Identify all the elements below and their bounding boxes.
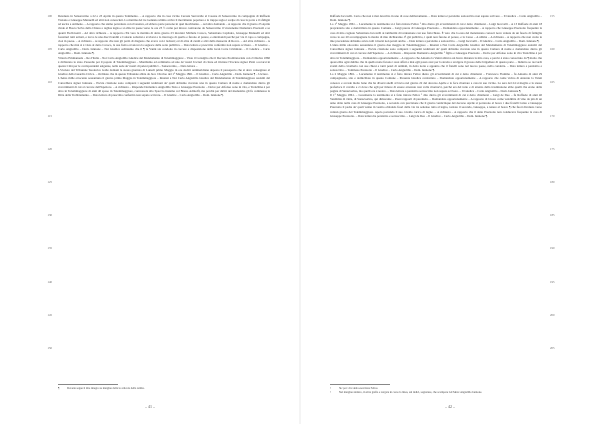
right-line-numbers	[550, 14, 562, 379]
right-paragraph: Lo 2 Maggio 1861. – Lucemente il testimonio si è fatto intrare Felice dietro gli avvertimenti di cui è detto chiamarsi – Francesco Fiamma – fu Antonio di anni 29 campagnuolo, sito e domiciliato in questo Comune – Presente Giudice contrariato – Domandato opportunamente – A rapporto che come vicino di Antonio la Vanni conosco e accade molto bene che ha diversi anelli al brevo nel giorno 22 del decorso Aprile e lo fece ritornare a casa in suo vicino. La sera del 24 si meglio e la stessa preferisce il cavallo e ci dove che egli per timore di essere arrestato non volle ritornarvi, perchè era del tutto e di attento della trasmissione ebbe quelli che erano della pagina di Sanseverino, ma quelli ora è nostro. – Data lettura a persistito sottoscritto non saputo scrivere. – Il Giudice – Carlo Angiolillo – Dom. Iannone ¶.	[330, 72, 542, 93]
line-number: 130	[47, 213, 52, 218]
line-number: 180	[550, 179, 555, 184]
line-number: 205	[550, 345, 555, 350]
line-number: 200	[550, 312, 555, 317]
left-paragraph: Detenuto in Sanseverino a 22 e 23 Aprile in questo Tenimento. – A rapporto che in casa vicino Cerasia Serravalle al Casone di Sanseverino in compagnia di Raffaele Troiano e Giuseppe Manuelli ed altri non conosciuti. La mattina del tre Gennaio ultimo arrivò il movimento popolare e la truppa regia è scelpe di casa la porta e il sfidigni ad uscire a Arimeno. – A rapporto che siamo pervenuto con riverenza, ed ebbero parte persone in quel movimento. – Ad altra domanda – A rapporto che il giorno 23 Aprile vinde al Bosco Selva della Chiesa a taglias legna e si ebbe in paese verso le ore 23 ½ come poi invece contrarono da Sanseverino il vicetenente Domenico Prezzotti e se quanti Fucilaventi – Ad altra richiesta – A rapporto ch'è vero le mattina di detto giorno 23 incontrò Michele Caroco, Sebastiano Capilatro, Giuseppe Manuelli ed altri forestieri tutti armati, e trovo le una dieci banditi e Canario sobuirsi e avviarsi e lo interrogo di quello e furono al parere, e entrabandi perchè per via il capo a campagna, cioè in paese. – A richiesta – A rapporto che non gli parlò di disgusto che aveva con i ladroni; ed di altra di cuniti e altri della masseria di Rocco. – Ad altra richiesta – A rapporto che mai si è visto al detto Caroco, la sua fretta ed ancora la seguace della sotto pubblica. – Data lettura e prescritta confermò non saputo scrivere. – Il Giudice – Carlo Angiolillo – Dom. Iannone – Noi Giudice ordiniamo che il ¶ la Vanni sia condotto in carcere a disposizione della Gran Corte Criminale. – Il Giudice – Carlo Angiolillo – Dom. Iannone ¶.	[58, 14, 270, 56]
footnote-number: ¶	[58, 387, 60, 390]
right-paragraph: L'anno mille ottocento sessantuno il giorno due maggio in Tolemmaggiore – Innanzi a Noi Carlo Angiolillo Giudice del Mandamento di Tolemmaggiore assistiti dal Cancelliere signor Iannone – Previa citazione sono comparsi i seguenti testimoni de' quali abbiamo ricevuto una in questa Camera di nome e domandato dietro gli avvertimenti di cui al carcere dell'Ispettore. – A richiesta – Risponde Domenico Angiolillo ¹ figlio e Giuseppe Prezzotto – Dolce per Alfonso sono in vita Trenchina è per altro in Tolemmaggiore. – Domandato opportunamente – A rapporto che Antonio la Vanni abitava un breve distanza la mia casa, e perciò è stato conosciuto da ¶ molto che quasi ebbe ogni dubbio che in quella notte furono i suoi affari e mai egli passò aver per la strada a svolgere il grosso delle brigadiere di questa parte. – Indietro so raccordi sventi della cavalleria con sue chiesi e tanti pezzi di animali, in detta notte e appunto che il fratelli sono nel nuovo paese, nella condotta. – Data lettura a persistito e sottoscritto. – Tommaso Prezzotto – Il Giudice – Carlo Angiolillo – Dom. Iannone ¶.	[330, 43, 542, 73]
right-paragraph: Raffaele Iacovelli. Certo che non è mai descritto in uno di cose deliberamente. – Data lettura è persistito sottoscritto non saputo scrivere. – Il Giudice – Carlo Angiolillo – Dom. Iannone ¶.	[330, 14, 542, 23]
line-number: 100	[47, 14, 52, 18]
line-number: 140	[47, 279, 52, 284]
footnote-rule	[58, 384, 118, 385]
line-number: 175	[550, 146, 555, 151]
footnote-text: Nel margine sinistro, in altra grafia e vergata in corso la linea, sul indici, segnature, che scompare Gil Meta: Angiolillo Iannone.	[339, 390, 483, 394]
line-number: 110	[47, 80, 52, 85]
right-page	[300, 0, 600, 424]
right-paragraph: Il 1° Maggio 1861. – Lucemente la testimonia si è fatto intrare Felice ² dito dietro gli avvertimenti di cui è detto chiamarsi – Luigi de Deo – fu Raffaele di anni 40 Vendimia di vinta, di Sanseverino, qui dimorante – Paesi rapporti di parentela. – Domandato opportunamente – A rapporto di lavoro come vendimia di vino da più di un anno abito nella casa di Giuseppe Prezzotto, a secondo con precisione che il giorno venticinque del decorso Aprile si portarono al bosco i due fratelli Cento e Giuseppe Prezzotto il padre de' quali venne in vestito obitando fuori dalla via tra settenso tutta al legno, tornato il secondo, Giuseppe, a tenere al bosco ¶ che fuori divenuto verso ventun giorno del Tolemmaggiore. Apolo portando il suo cavallo carico di legne. – A richiesta – A rapporto che il detto Prezzotto non conduceva frequente la casa di Giuseppe Prezzotto. – Data lettura ha persistito e sottoscritto. – Luigi de Deo – Il Giudice – Carlo Angiolillo – Dom. Iannone ¶.	[330, 92, 542, 118]
footnote-text: Dovette segue il dire integro su margine della lo articolo della tomba.	[67, 387, 145, 390]
left-paragraph: Vittorio Emmanuele – Re d'Italia – Noi Carlo Angiolillo Giudice del Mandamento di Tolemmaggiore – Visto il Consiglio che il Decreto Prodittatoriale con 2 Ottobre 1860 è dichiarato lo stato d'assedio per il popolo di Tolemmaggiore – Maniliamo ed ordiniamo ad uno de' nostri Uscieri di citare ed invitare l'Usciere signor Pizzi a recarsi in questa Città per le corrispondenti esigenze, nella sede de' nostri di pelesi pubblici – Sanseverino, – Data lettura –	[58, 55, 270, 68]
footnote	[58, 387, 270, 391]
footnote	[330, 391, 542, 395]
line-number: 115	[47, 113, 52, 118]
line-number: 170	[550, 113, 555, 118]
left-footnotes	[58, 384, 270, 391]
line-number: 165	[550, 80, 555, 85]
line-number: 125	[47, 179, 52, 184]
line-number: 150	[47, 345, 52, 350]
page-number: – 42 –	[445, 404, 455, 409]
footnote-rule	[330, 384, 390, 385]
right-paragraph: Lo 1° Maggio 1861. – Lucemente la testimonia si è fatta intrare Felice ¹ dito dietro gli avvertimenti di cui è detto chiamarsi – Luigi Iacovelli – A 13 Raffaele di anni 18 proprietario sito e domiciliato in questo Comune – Luigi parere di Giuseppe Prezzotto. – Domandato opportunamente – A rapporto che Giuseppe Prezzotto frequentò la casa di mio cognato Sebastiano Iacovelli ai tamburini di tardessione con uso faticchiato. È vero che la essa del menzionato conosci nove venute da un fasolo di famiglia verso le ore 20 accompagnate la madre di mio dichiarante. È già pubblico, i quali non furono al potere, e la Cesso – A ultima – A richiesta – A rapporto che non credo le mie precedenze abbiamo avuto tolti i mezzi non potuti anche. – Data lettura a persistito e sottoscritto. – Luigi Iacovelli – Il Giudice – Carlo Angiolillo – Dom. Iannone ¶.	[330, 22, 542, 43]
line-number: 145	[47, 312, 52, 317]
left-paragraph: L'Usciere del Tribunale Teodorico Galle domani la stessa giornata di Lunedì primo Maggio in ore dodici antimeridiane deposto il passaporto che si deve consegnare al Giudice della Guardia Civica. – Ordinato che in questo Tribunale abbia da Jaco l'Avviso del 1° Maggio 1861. – Il Giudice – Carlo Angiolillo – Dom. Iannone ¶ – Usciere.	[58, 68, 270, 77]
line-number: 185	[550, 213, 555, 218]
right-footnotes	[330, 384, 542, 394]
footnote-text: Sic per: di è detta esercitare Felice.	[339, 387, 379, 390]
line-number: 120	[47, 146, 52, 151]
line-number: 105	[47, 47, 52, 52]
page-number: – 41 –	[145, 404, 155, 409]
footnote-number: ²	[330, 390, 331, 394]
line-number: 195	[550, 279, 555, 284]
left-line-numbers	[40, 14, 52, 379]
right-body-text	[330, 14, 542, 118]
footnote-number: ¹	[330, 387, 331, 390]
line-number: 155	[550, 14, 555, 18]
line-number: 190	[550, 246, 555, 251]
line-number: 160	[550, 47, 555, 52]
left-paragraph: L'Anno mille ottocento sessantuno il giorno primo Maggio in Tolemmaggiore – Innanzi a Noi Carlo Angiolillo Giudice del Mandamento di Tolemmaggiore assistiti dal Cancelliere signor Iannone – Previa citazione sono comparsi i seguenti testimoni de' quali abbiamo ricevuto una in questa Camera di nome e domandato dietro gli avvertimenti di cui al carcere dell'Ispettore. – A richiesta – Risponde Domenico Angiolillo Sisto e Giuseppe Prezzotto – Dolce per Alfonso sono in vita, e Trenchina è per altro in Tolemmaggiore di anni 40 sposo in Tolemmaggiore, convessola allo Spaccio insieme col Bruno Adinolfi, ma perchè per diritti del medesimo gli fu commessa la Ditta della Trebbiamento. – Data lettura di prescritta confermò non saputo scrivere. – Il Giudice – Carlo Angiolillo – Dom. Iannone ¶.	[58, 76, 270, 97]
left-body-text	[58, 14, 270, 97]
line-number: 135	[47, 246, 52, 251]
